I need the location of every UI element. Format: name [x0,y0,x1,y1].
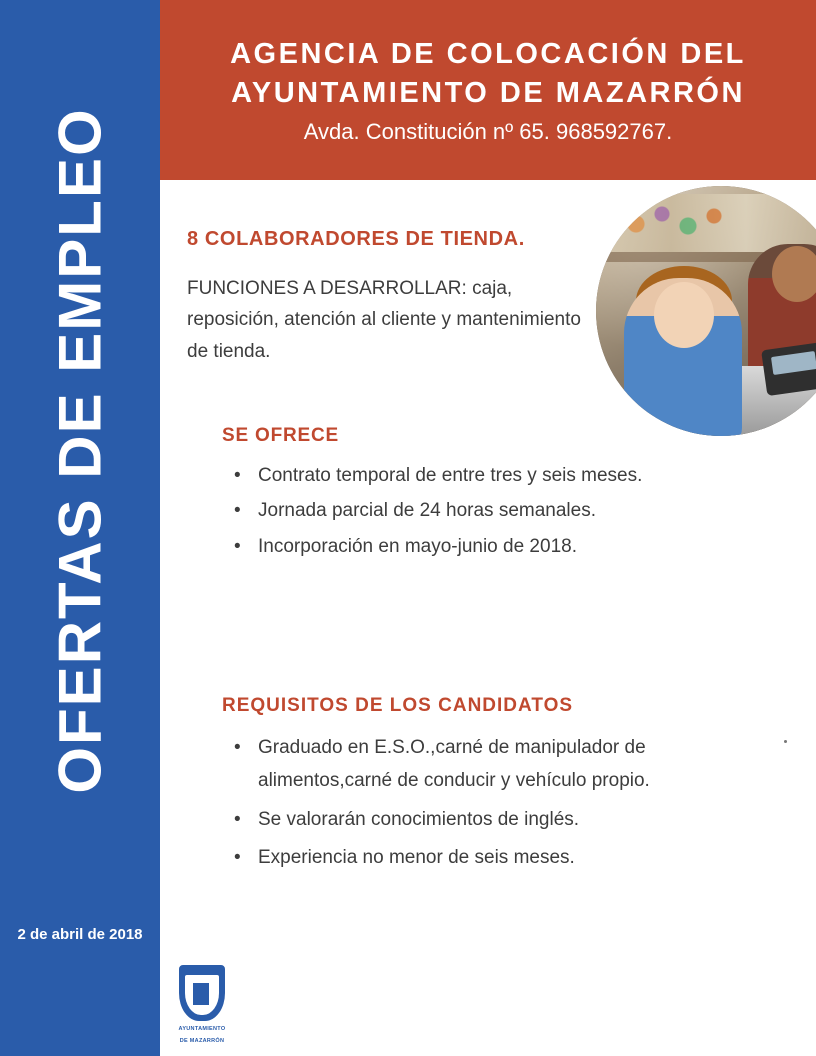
requirements-list [222,731,782,874]
vertical-title-text: OFERTAS DE EMPLEO [46,106,114,794]
job-description: FUNCIONES A DESARROLLAR: caja, reposición, atención al cliente y mantenimiento de tienda. [187,278,581,362]
list-item: • Se valorarán conocimientos de inglés. [258,803,782,836]
job-title: 8 COLABORADORES DE TIENDA. [187,228,525,250]
list-item: • Experiencia no menor de seis meses. [258,841,782,874]
crown-icon [189,968,213,975]
logo-line2: DE MAZARRÓN [179,1038,225,1045]
header-title-line2: AYUNTAMIENTO DE MAZARRÓN [231,77,745,109]
offer-list [222,461,782,562]
section-title-offer: SE OFRECE [222,425,339,446]
header-banner [160,0,816,180]
list-item: • Contrato temporal de entre tres y seis meses. [258,461,782,491]
poster-content [160,180,816,1056]
section-title-requirements: REQUISITOS DE LOS CANDIDATOS [222,695,574,716]
town-hall-logo [168,965,236,1046]
vertical-title [0,0,160,900]
header-title-line1: AGENCIA DE COLOCACIÓN DEL [230,37,746,70]
list-item: • Incorporación en mayo-junio de 2018. [258,532,782,562]
list-item: • Jornada parcial de 24 horas semanales. [258,496,782,526]
list-item: • Graduado en E.S.O.,carné de manipulador de alimentos,carné de conducir y vehículo propio. [258,731,782,798]
stray-dot [784,740,787,743]
publication-date: 2 de abril de 2018 [17,926,143,943]
section-requisitos [222,695,782,879]
header-address: Avda. Constitución nº 65. 968592767. [303,119,673,145]
tower-icon [193,983,209,1005]
logo-line1: AYUNTAMIENTO [178,1026,226,1032]
coat-of-arms-icon [179,965,225,1021]
left-blue-band [0,0,160,1056]
section-se-ofrece [222,425,782,567]
